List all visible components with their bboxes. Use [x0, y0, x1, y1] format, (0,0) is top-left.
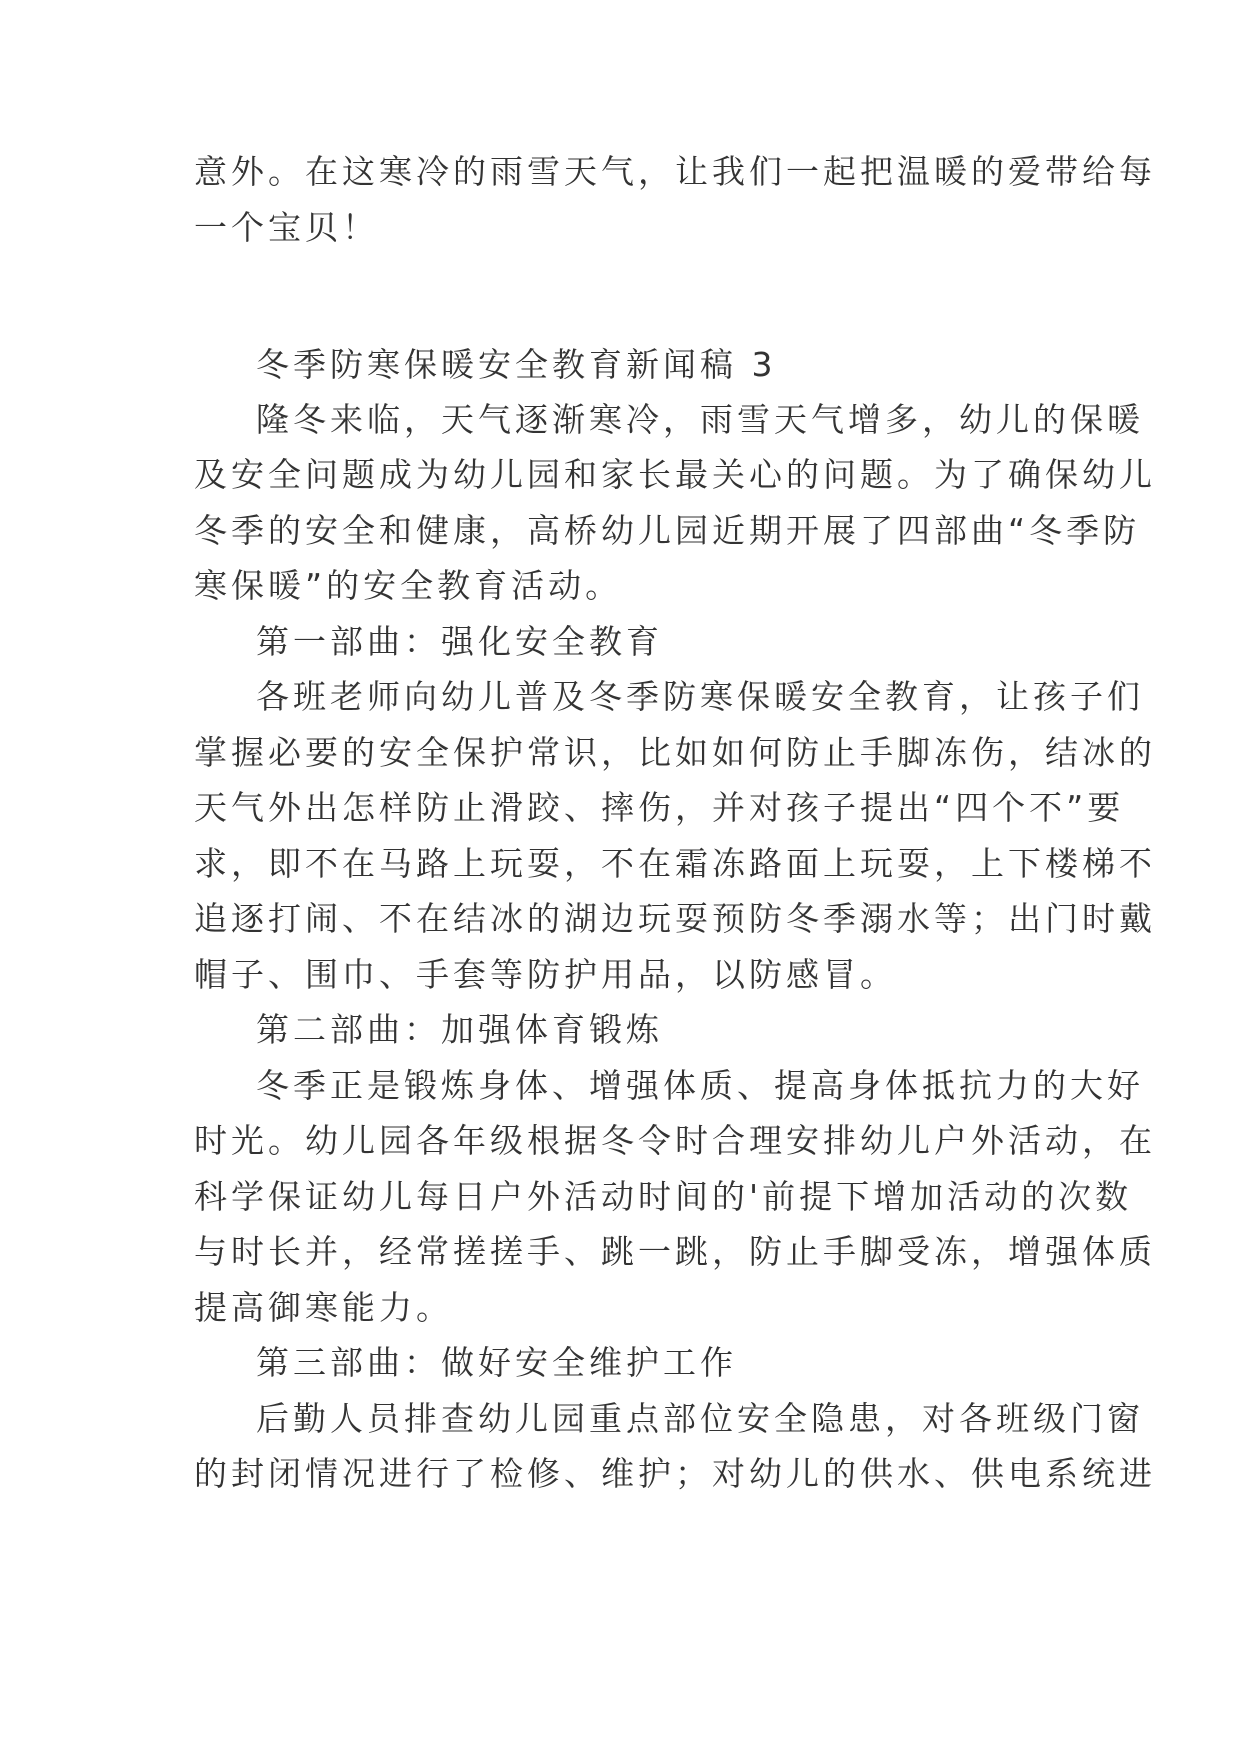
part-heading: 第二部曲：加强体育锻炼: [256, 1010, 663, 1049]
paragraph-line: 追逐打闹、不在结冰的湖边玩耍预防冬季溺水等；出门时戴: [194, 899, 1156, 938]
paragraph-line: 后勤人员排查幼儿园重点部位安全隐患，对各班级门窗: [256, 1399, 1144, 1438]
continuation-line: 意外。在这寒冷的雨雪天气，让我们一起把温暖的爱带给每: [194, 152, 1156, 191]
paragraph-line: 科学保证幼儿每日户外活动时间的'前提下增加活动的次数: [194, 1177, 1133, 1216]
paragraph-line: 的封闭情况进行了检修、维护；对幼儿的供水、供电系统进: [194, 1454, 1156, 1493]
paragraph-line: 天气外出怎样防止滑跤、摔伤，并对孩子提出“四个不”要: [194, 788, 1125, 827]
continuation-line: 一个宝贝！: [194, 208, 379, 247]
paragraph-line: 及安全问题成为幼儿园和家长最关心的问题。为了确保幼儿: [194, 455, 1156, 494]
part-heading: 第三部曲：做好安全维护工作: [256, 1343, 737, 1382]
paragraph-line: 时光。幼儿园各年级根据冬令时合理安排幼儿户外活动，在: [194, 1121, 1156, 1160]
paragraph-line: 帽子、围巾、手套等防护用品，以防感冒。: [194, 955, 897, 994]
paragraph-line: 寒保暖”的安全教育活动。: [194, 566, 623, 605]
paragraph-line: 与时长并，经常搓搓手、跳一跳，防止手脚受冻，增强体质: [194, 1232, 1156, 1271]
part-heading: 第一部曲：强化安全教育: [256, 622, 663, 661]
section-title: 冬季防寒保暖安全教育新闻稿 3: [256, 345, 777, 384]
paragraph-line: 各班老师向幼儿普及冬季防寒保暖安全教育，让孩子们: [256, 677, 1144, 716]
paragraph-line: 隆冬来临，天气逐渐寒冷，雨雪天气增多，幼儿的保暖: [256, 400, 1144, 439]
paragraph-line: 求，即不在马路上玩耍，不在霜冻路面上玩耍，上下楼梯不: [194, 844, 1156, 883]
paragraph-line: 冬季正是锻炼身体、增强体质、提高身体抵抗力的大好: [256, 1066, 1144, 1105]
paragraph-line: 冬季的安全和健康，高桥幼儿园近期开展了四部曲“冬季防: [194, 511, 1141, 550]
paragraph-line: 提高御寒能力。: [194, 1288, 453, 1327]
paragraph-line: 掌握必要的安全保护常识，比如如何防止手脚冻伤，结冰的: [194, 733, 1156, 772]
